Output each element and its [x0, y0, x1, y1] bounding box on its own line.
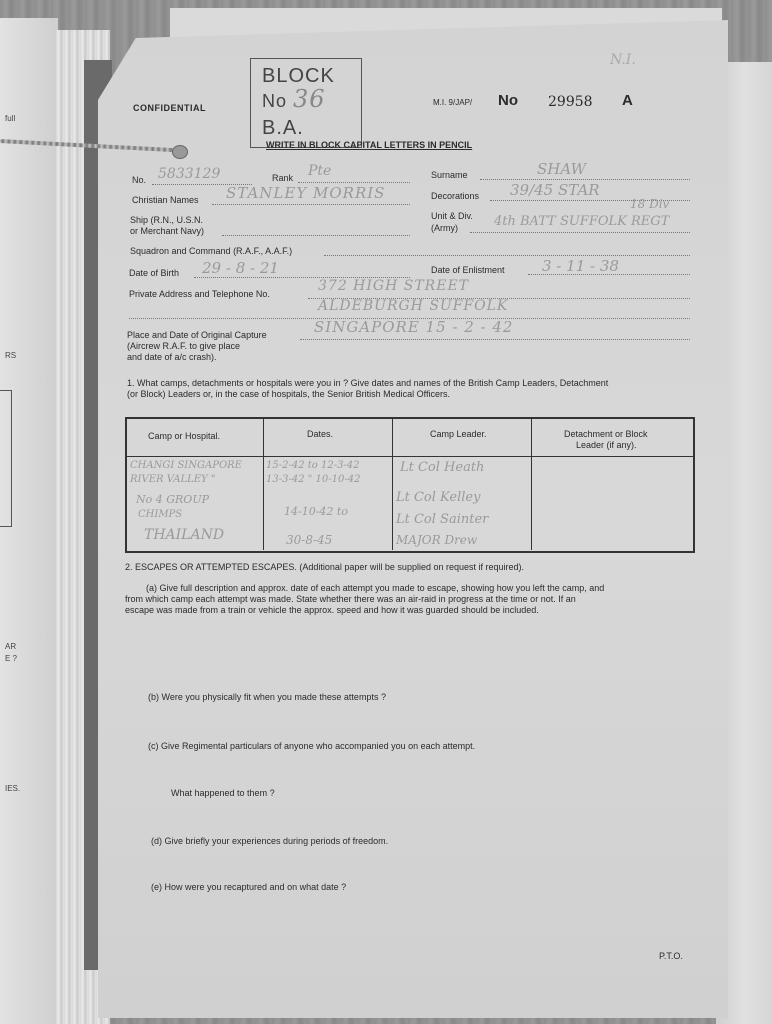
- left-page-fragment: E ?: [5, 654, 18, 663]
- stamp-block-number: 36: [293, 85, 326, 113]
- table-header-leader: Camp Leader.: [430, 429, 487, 439]
- capture-sub-2: and date of a/c crash).: [127, 352, 217, 362]
- no-value: 5833129: [158, 166, 221, 182]
- address-value-2: ALDEBURGH SUFFOLK: [318, 298, 509, 314]
- q2d-text: (d) Give briefly your experiences during periods of freedom.: [151, 836, 389, 846]
- camps-table-divider: [531, 418, 532, 550]
- christian-names-value: STANLEY MORRIS: [226, 184, 386, 202]
- table-cell-dates: 15-2-42 to 12-3-42: [266, 460, 360, 471]
- ship-label: Ship (R.N., U.S.N.: [130, 215, 204, 225]
- number-label: No: [498, 92, 518, 109]
- squadron-label: Squadron and Command (R.A.F., A.A.F.): [130, 246, 293, 256]
- rank-label: Rank: [272, 173, 294, 183]
- left-page-box: [0, 390, 12, 527]
- form-suffix: A: [622, 92, 633, 109]
- camps-table-divider: [392, 418, 393, 550]
- unit-value: 4th BATT SUFFOLK REGT: [494, 214, 670, 229]
- left-page-fragment: full: [5, 114, 16, 123]
- squadron-line: [324, 255, 690, 256]
- surname-value: SHAW: [537, 160, 586, 178]
- left-page-fragment: AR: [5, 642, 17, 651]
- q2c-text: (c) Give Regimental particulars of anyone who accompanied you on each attempt.: [148, 741, 476, 751]
- table-cell-dates: 30-8-45: [286, 533, 333, 547]
- capture-value: SINGAPORE 15 - 2 - 42: [314, 318, 514, 336]
- rank-line: [298, 182, 410, 183]
- camps-table-header-rule: [127, 456, 693, 457]
- string-knot: [172, 145, 188, 159]
- unit-label-2: (Army): [431, 223, 458, 233]
- enlistment-value: 3 - 11 - 38: [542, 257, 619, 275]
- form-number: 29958: [548, 94, 593, 110]
- table-header-detachment: Detachment or Block: [564, 429, 648, 439]
- table-header-dates: Dates.: [307, 429, 334, 439]
- dob-value: 29 - 8 - 21: [202, 259, 279, 277]
- unit-label: Unit & Div.: [431, 211, 473, 221]
- table-cell-dates: 14-10-42 to: [284, 505, 348, 518]
- q2c-followup: What happened to them ?: [171, 788, 275, 798]
- q2-heading: 2. ESCAPES OR ATTEMPTED ESCAPES. (Additional paper will be supplied on request if required).: [125, 562, 525, 572]
- address-label: Private Address and Telephone No.: [129, 289, 270, 299]
- camps-table-divider: [263, 418, 264, 550]
- christian-names-line: [212, 204, 410, 205]
- left-page: [0, 18, 58, 1024]
- q2e-text: (e) How were you recaptured and on what date ?: [151, 882, 347, 892]
- ship-label-2: or Merchant Navy): [130, 226, 205, 236]
- table-cell-leader: Lt Col Kelley: [396, 490, 481, 505]
- pto-label: P.T.O.: [659, 951, 683, 961]
- capture-line: [300, 339, 690, 340]
- surname-label: Surname: [431, 170, 468, 180]
- dob-label: Date of Birth: [129, 268, 180, 278]
- table-cell-leader: Lt Col Sainter: [396, 512, 489, 527]
- block-stamp: [250, 58, 362, 148]
- table-cell-camp: CHIMPS: [138, 509, 183, 520]
- decorations-label: Decorations: [431, 191, 480, 201]
- rank-value: Pte: [308, 163, 332, 179]
- address-value-1: 372 HIGH STREET: [318, 278, 470, 294]
- christian-names-label: Christian Names: [132, 195, 199, 205]
- no-label: No.: [132, 175, 147, 185]
- q2a-text-2: from which camp each attempt was made. State whether there was an air-raid in progress at the time or not. If an: [125, 594, 576, 604]
- enlistment-label: Date of Enlistment: [431, 265, 505, 275]
- unit-line: [470, 232, 690, 233]
- stamp-line-3: B.A.: [262, 117, 304, 139]
- q1-text-2: (or Block) Leaders or, in the case of hospitals, the Senior British Medical Officers.: [127, 389, 450, 399]
- table-cell-camp: No 4 GROUP: [136, 493, 209, 506]
- unit-division: 18 Div: [630, 197, 670, 211]
- capture-label: Place and Date of Original Capture: [127, 330, 267, 340]
- table-header-camp: Camp or Hospital.: [148, 431, 221, 441]
- left-page-fragment: RS: [5, 351, 17, 360]
- q1-text-1: 1. What camps, detachments or hospitals were you in ? Give dates and names of the British Camp Leaders, Detachment: [127, 378, 609, 388]
- surname-line: [480, 179, 690, 180]
- table-cell-camp: CHANGI SINGAPORE: [130, 460, 242, 471]
- form-reference: M.I. 9/JAP/: [433, 98, 473, 107]
- confidential-label: CONFIDENTIAL: [133, 103, 206, 113]
- table-cell-camp: THAILAND: [144, 527, 225, 543]
- table-cell-leader: Lt Col Heath: [400, 460, 485, 475]
- stamp-line-1: BLOCK: [262, 65, 335, 87]
- table-cell-leader: MAJOR Drew: [396, 533, 478, 547]
- table-header-detachment-2: Leader (if any).: [576, 440, 637, 450]
- table-cell-camp: RIVER VALLEY ": [130, 474, 216, 485]
- decorations-value: 39/45 STAR: [510, 181, 600, 199]
- ship-line: [222, 235, 410, 236]
- capture-sub-1: (Aircrew R.A.F. to give place: [127, 341, 241, 351]
- q2a-text-1: (a) Give full description and approx. date of each attempt you made to escape, showing how you left the camp, and: [146, 583, 605, 593]
- table-cell-dates: 13-3-42 " 10-10-42: [266, 474, 361, 485]
- corner-mark: N.I.: [610, 52, 636, 68]
- left-page-fragment: IES.: [5, 784, 21, 793]
- stamp-line-2: No: [262, 91, 288, 111]
- q2a-text-3: escape was made from a train or vehicle the approx. speed and how it was guarded should be included.: [125, 605, 539, 615]
- instruction-heading: WRITE IN BLOCK CAPITAL LETTERS IN PENCIL: [266, 140, 473, 150]
- q2b-text: (b) Were you physically fit when you made these attempts ?: [148, 692, 386, 702]
